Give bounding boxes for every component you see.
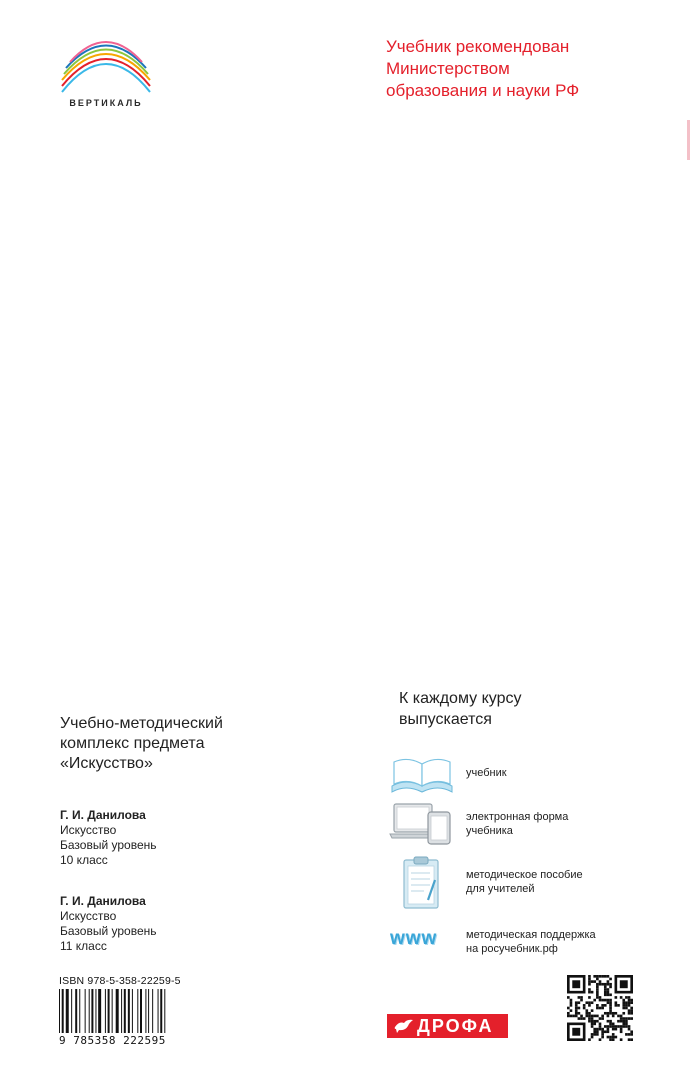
resource-label-line: учебник <box>466 767 507 779</box>
resource-label-line: учебника <box>466 825 513 837</box>
qr-code <box>567 975 633 1041</box>
book-grade: 10 класс <box>60 853 108 867</box>
resource-label-line: на росучебник.рф <box>466 943 558 955</box>
recommendation-line: образования и науки РФ <box>386 81 580 100</box>
drofa-name: ДРОФА <box>417 1016 494 1036</box>
drofa-logo <box>387 1014 508 1038</box>
ministry-recommendation <box>386 36 579 102</box>
course-heading-line: К каждому курсу <box>399 690 522 707</box>
resource-textbook <box>388 748 668 804</box>
resource-label <box>466 766 507 780</box>
clipboard-icon <box>388 856 456 912</box>
book-entry-10 <box>60 808 157 868</box>
umk-line: «Искусство» <box>60 755 153 772</box>
course-heading-line: выпускается <box>399 711 492 728</box>
www-icon: www <box>390 928 438 949</box>
book-subject: Искусство <box>60 823 117 837</box>
recommendation-line: Министерством <box>386 59 510 78</box>
resource-label <box>466 868 583 896</box>
umk-line: Учебно-методический <box>60 715 223 732</box>
barcode-digits: 9 785358 222595 <box>59 1034 166 1047</box>
resource-label-line: методическая поддержка <box>466 929 596 941</box>
book-icon <box>388 748 456 804</box>
umk-line: комплекс предмета <box>60 735 205 752</box>
vertikal-arcs-icon <box>56 38 156 98</box>
bird-icon <box>393 1017 415 1035</box>
resource-label <box>466 928 596 956</box>
course-heading <box>399 688 521 730</box>
umk-title <box>60 714 223 774</box>
resource-label-line: электронная форма <box>466 811 569 823</box>
book-author: Г. И. Данилова <box>60 808 146 822</box>
book-level: Базовый уровень <box>60 924 157 938</box>
recommendation-line: Учебник рекомендован <box>386 37 570 56</box>
book-grade: 11 класс <box>60 939 107 953</box>
logo-text: ВЕРТИКАЛЬ <box>69 98 143 108</box>
devices-icon <box>388 798 456 854</box>
book-entry-11 <box>60 894 157 954</box>
resource-electronic <box>388 798 668 854</box>
resource-teacher-guide <box>388 856 668 912</box>
isbn-label: ISBN 978-5-358-22259-5 <box>59 975 181 987</box>
book-author: Г. И. Данилова <box>60 894 146 908</box>
resource-label-line: для учителей <box>466 883 535 895</box>
isbn-block <box>59 975 201 1047</box>
resource-label-line: методическое пособие <box>466 869 583 881</box>
resource-label <box>466 810 568 838</box>
book-level: Базовый уровень <box>60 838 157 852</box>
vertikal-logo <box>56 38 156 118</box>
resource-web-support <box>388 914 668 970</box>
barcode <box>59 989 201 1035</box>
book-subject: Искусство <box>60 909 117 923</box>
